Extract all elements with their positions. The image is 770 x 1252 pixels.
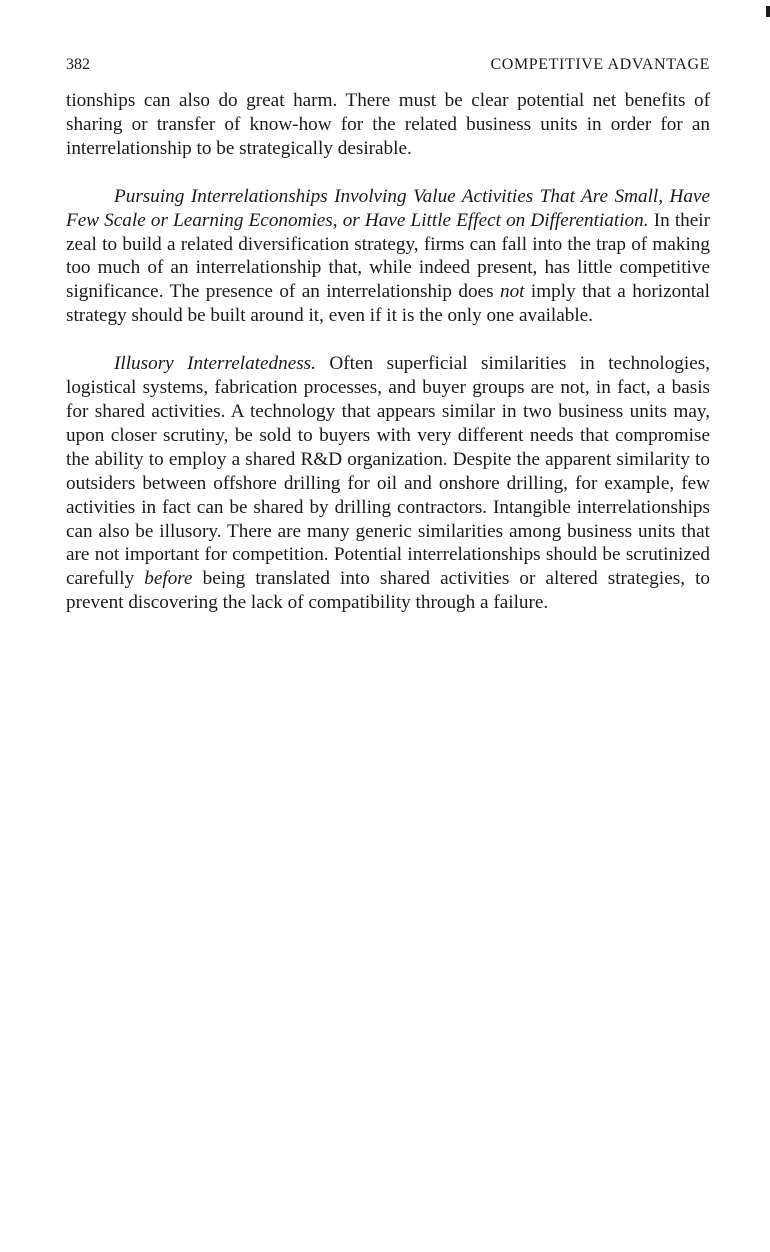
paragraph-text: Often superficial similarities in technologies, logistical systems, fabrication processes, and buyer groups are not, in fact, a basis for shared activities. A technology that appears similar in two business units may, upon closer scrutiny, be sold to buyers with very different needs that compromise the ability to employ a shared R&D organization. Despite the apparent similarity to outsiders between offshore drilling for oil and onshore drilling, for example, few activities in fact can be shared by drilling contractors. Intangible interrelationships can also be illusory. There are many generic similarities among business units that are not important for competition. Potential interrelationships should be scrutinized carefully — [66, 353, 710, 590]
emphasis-text: not — [499, 281, 525, 303]
page-number: 382 — [66, 56, 90, 73]
running-title: COMPETITIVE ADVANTAGE — [490, 56, 710, 73]
run-in-heading: Pursuing Interrelationships Involving Value Activities That Are Small, Have Few Scale or Learning Economies, or Have Little Effect on Differentiation. — [66, 185, 710, 231]
paragraph-text: In their zeal to build a related diversification strategy, firms can fall into the trap of making too much of an interrelationship that, while indeed present, has little competitive significance. The presence of an interrelationship does — [66, 209, 710, 303]
paragraph-text: tionships can also do great harm. There must be clear potential net benefits of sharing or transfer of know-how for the related business units in order for an interrelationship to be strategically desirable. — [66, 90, 710, 159]
book-page — [66, 56, 710, 615]
running-header — [66, 56, 710, 82]
run-in-heading: Illusory Interrelatedness. — [114, 353, 316, 375]
emphasis-text: before — [144, 568, 193, 590]
paragraph-illusory-interrelatedness — [66, 352, 710, 615]
paragraph-text: being translated into shared activities or altered strategies, to prevent discovering the lack of compatibility through a failure. — [66, 568, 711, 614]
paragraph-text: imply that a horizontal strategy should be built around it, even if it is the only one available. — [66, 281, 710, 327]
paragraph-small-value-activities — [66, 185, 710, 328]
page-corner-mark — [766, 6, 770, 17]
paragraph-continuation — [66, 89, 710, 161]
